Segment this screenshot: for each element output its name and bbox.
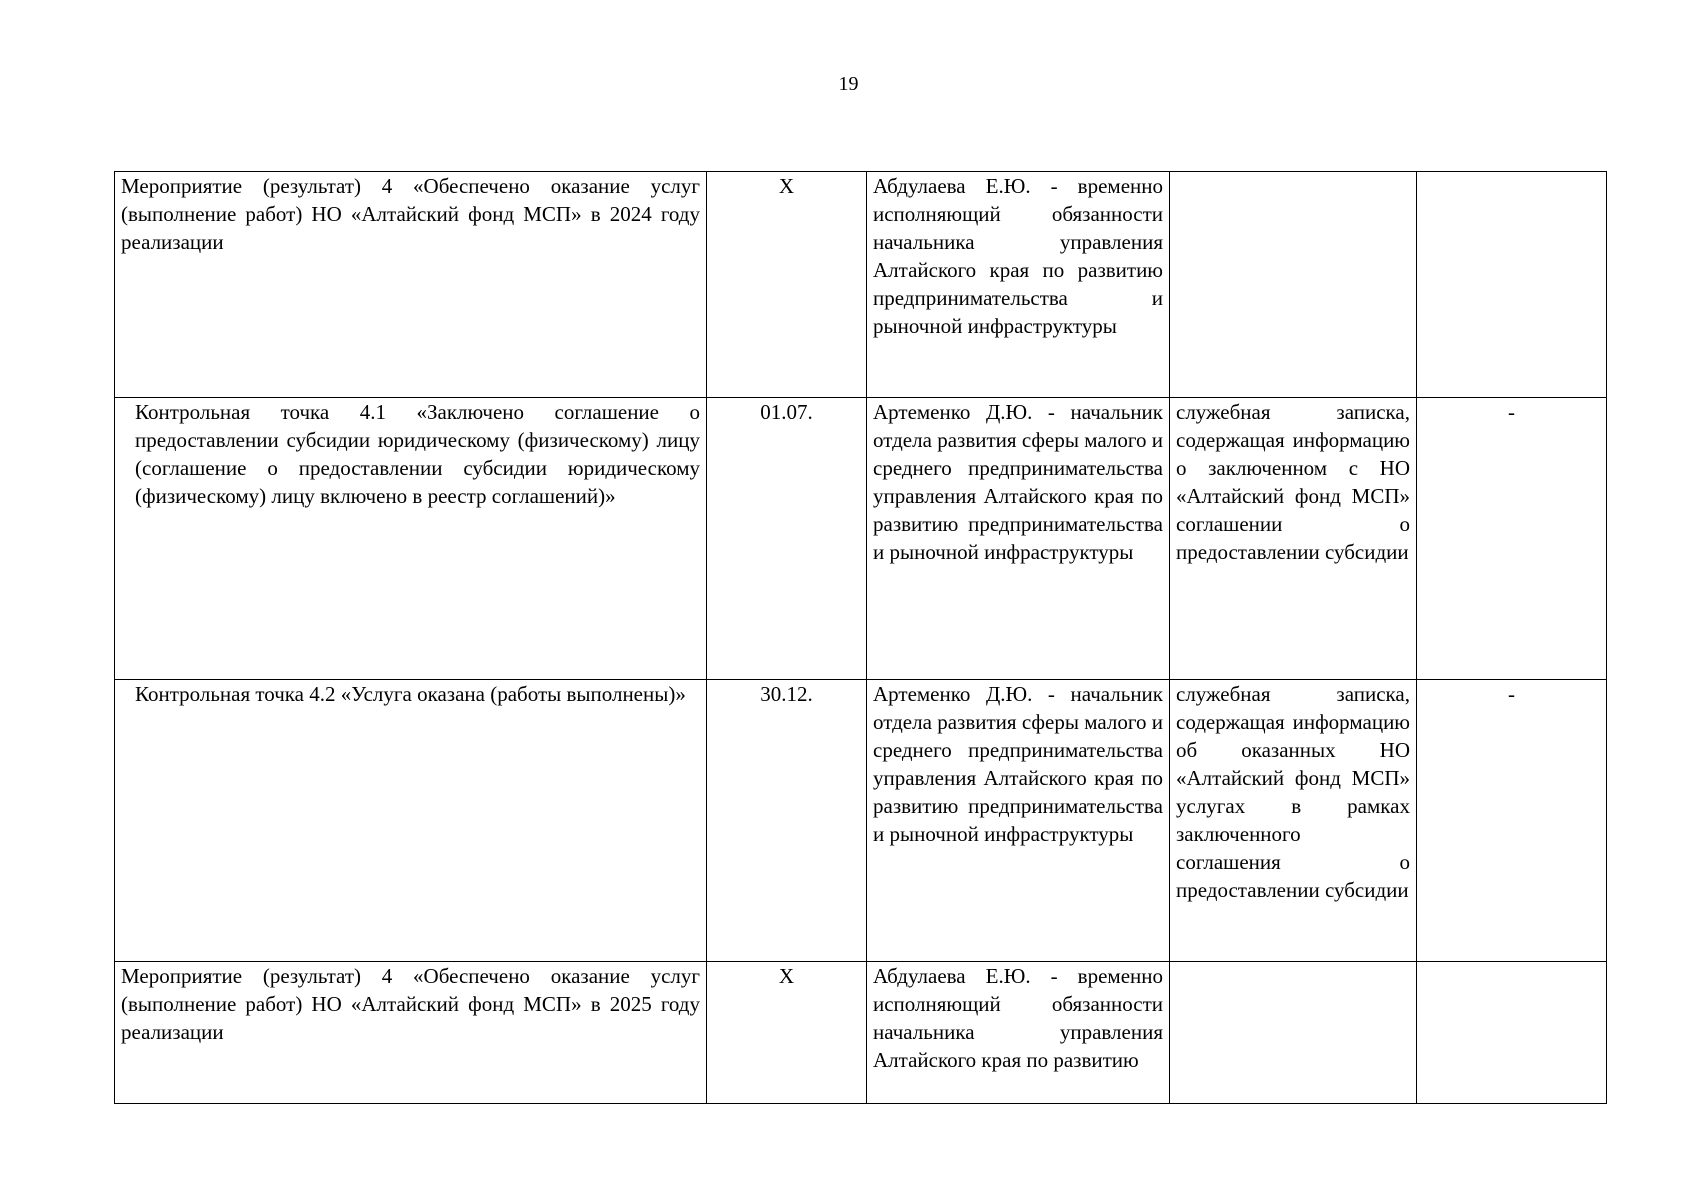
- date-cell: [707, 172, 867, 398]
- event-name-cell: [115, 398, 707, 680]
- extra-value: -: [1508, 682, 1515, 706]
- date-cell: [707, 398, 867, 680]
- responsible-cell: [867, 962, 1170, 1104]
- event-name-cell: [115, 962, 707, 1104]
- table-row: [115, 962, 1607, 1104]
- event-name-cell: [115, 172, 707, 398]
- confirming-document: служебная записка, содержащая информацию о заключенном с НО «Алтайский фонд МСП» соглашении о предоставлении субсидии: [1176, 400, 1410, 564]
- control-point-name: Контрольная точка 4.1 «Заключено соглашение о предоставлении субсидии юридическому (физическому) лицу (соглашение о предоставлении субсидии юридическому (физическому) лицу включено в реестр соглашений)»: [135, 400, 700, 508]
- extra-cell: [1417, 962, 1607, 1104]
- control-point-date: 30.12.: [760, 682, 813, 706]
- extra-cell: [1417, 398, 1607, 680]
- event-date: X: [778, 174, 795, 198]
- event-name-cell: [115, 680, 707, 962]
- event-name: Мероприятие (результат) 4 «Обеспечено оказание услуг (выполнение работ) НО «Алтайский фонд МСП» в 2024 году реализации: [121, 174, 700, 254]
- table-row: [115, 172, 1607, 398]
- control-point-date: 01.07.: [760, 400, 813, 424]
- responsible-person: Абдулаева Е.Ю. - временно исполняющий обязанности начальника управления Алтайского края по развитию предпринимательства и рыночной инфраструктуры: [873, 174, 1163, 338]
- responsible-cell: [867, 680, 1170, 962]
- extra-cell: [1417, 680, 1607, 962]
- date-cell: [707, 962, 867, 1104]
- responsible-person: Абдулаева Е.Ю. - временно исполняющий обязанности начальника управления Алтайского края по развитию: [873, 964, 1163, 1072]
- table-row: [115, 398, 1607, 680]
- document-cell: [1170, 398, 1417, 680]
- implementation-plan-table: [114, 171, 1607, 1104]
- responsible-person: Артеменко Д.Ю. - начальник отдела развития сферы малого и среднего предпринимательства управления Алтайского края по развитию предпринимательства и рыночной инфраструктуры: [873, 682, 1163, 846]
- event-name: Мероприятие (результат) 4 «Обеспечено оказание услуг (выполнение работ) НО «Алтайский фонд МСП» в 2025 году реализации: [121, 964, 700, 1044]
- document-cell: [1170, 172, 1417, 398]
- table-row: [115, 680, 1607, 962]
- responsible-cell: [867, 172, 1170, 398]
- extra-value: -: [1508, 400, 1515, 424]
- responsible-cell: [867, 398, 1170, 680]
- date-cell: [707, 680, 867, 962]
- document-cell: [1170, 680, 1417, 962]
- confirming-document: служебная записка, содержащая информацию об оказанных НО «Алтайский фонд МСП» услугах в рамках заключенного соглашения о предоставлении субсидии: [1176, 682, 1410, 902]
- document-cell: [1170, 962, 1417, 1104]
- event-date: X: [778, 964, 795, 988]
- extra-cell: [1417, 172, 1607, 398]
- responsible-person: Артеменко Д.Ю. - начальник отдела развития сферы малого и среднего предпринимательства управления Алтайского края по развитию предпринимательства и рыночной инфраструктуры: [873, 400, 1163, 564]
- page-number: 19: [838, 73, 859, 95]
- control-point-name: Контрольная точка 4.2 «Услуга оказана (работы выполнены)»: [135, 682, 686, 706]
